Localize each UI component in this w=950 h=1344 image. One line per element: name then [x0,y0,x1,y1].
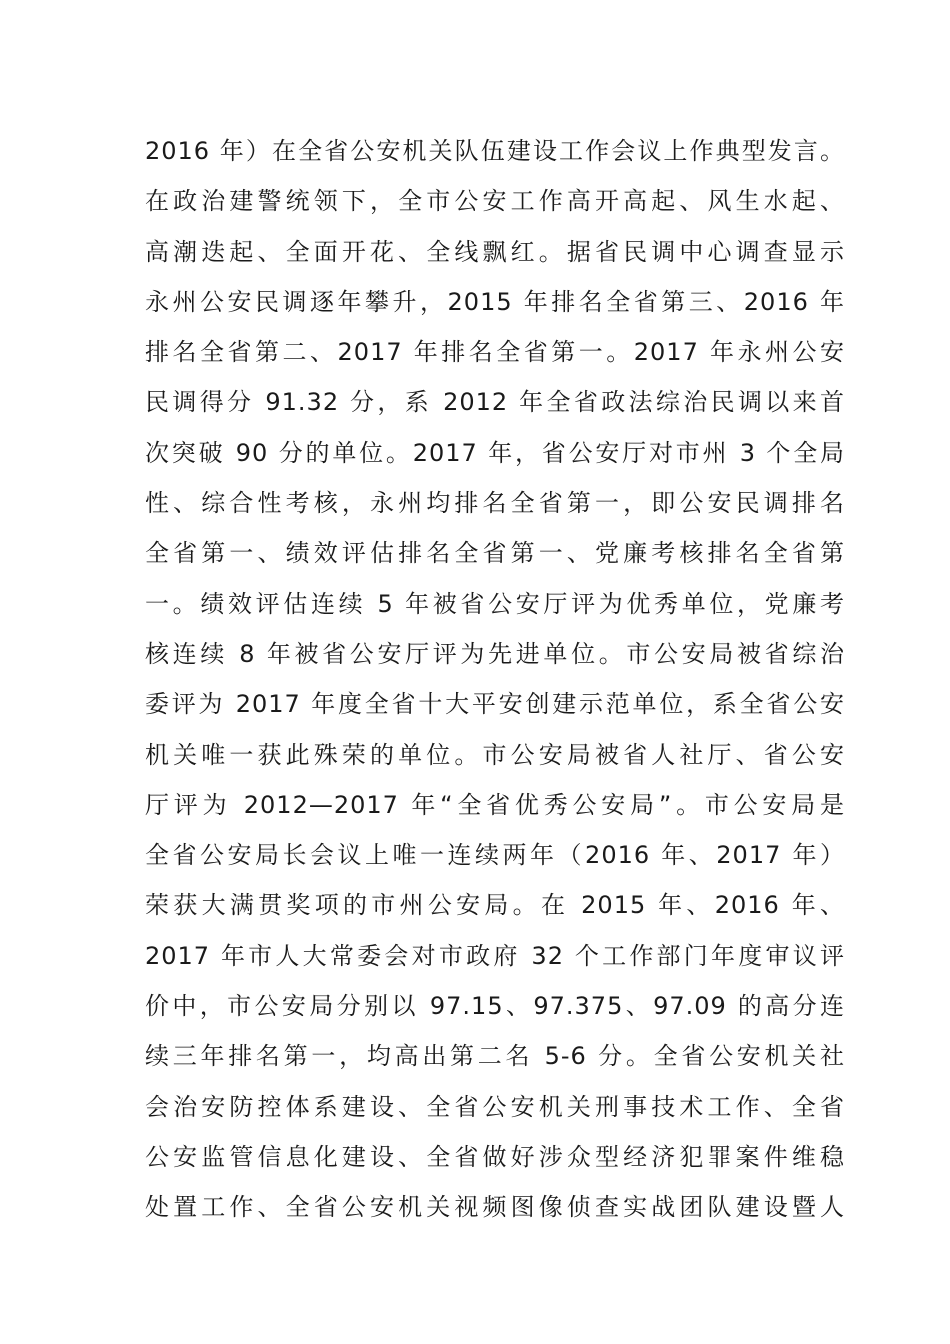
text-line: 会治安防控体系建设、全省公安机关刑事技术工作、全省 [145,1092,845,1121]
text-line: 核连续 8 年被省公安厅评为先进单位。市公安局被省综治 [145,639,845,668]
text-line: 民调得分 91.32 分，系 2012 年全省政法综治民调以来首 [145,388,845,417]
text-line: 2016 年）在全省公安机关队伍建设工作会议上作典型发言。 [145,137,845,165]
text-line: 一。绩效评估连续 5 年被省公安厅评为优秀单位，党廉考 [145,589,845,618]
text-line: 处置工作、全省公安机关视频图像侦查实战团队建设暨人 [145,1193,845,1222]
text-line: 永州公安民调逐年攀升，2015 年排名全省第三、2016 年 [145,287,845,316]
text-line: 荣获大满贯奖项的市州公安局。在 2015 年、2016 年、 [145,891,845,920]
text-line: 委评为 2017 年度全省十大平安创建示范单位，系全省公安 [145,690,845,719]
text-line: 高潮迭起、全面开花、全线飘红。据省民调中心调查显示 [145,237,845,266]
text-line: 续三年排名第一，均高出第二名 5-6 分。全省公安机关社 [145,1042,845,1071]
text-line: 价中，市公安局分别以 97.15、97.375、97.09 的高分连 [145,992,845,1021]
text-line: 全省公安局长会议上唯一连续两年（2016 年、2017 年） [145,841,845,870]
text-line: 性、综合性考核，永州均排名全省第一，即公安民调排名 [145,489,845,518]
text-line: 全省第一、绩效评估排名全省第一、党廉考核排名全省第 [145,539,845,568]
text-line: 2017 年市人大常委会对市政府 32 个工作部门年度审议评 [145,941,845,970]
text-line: 公安监管信息化建设、全省做好涉众型经济犯罪案件维稳 [145,1142,845,1171]
text-line: 机关唯一获此殊荣的单位。市公安局被省人社厅、省公安 [145,740,845,769]
body-text [145,128,845,1235]
text-line: 在政治建警统领下，全市公安工作高开高起、风生水起、 [145,187,845,216]
text-line: 次突破 90 分的单位。2017 年，省公安厅对市州 3 个全局 [145,438,845,467]
text-line: 排名全省第二、2017 年排名全省第一。2017 年永州公安 [145,338,845,367]
text-line: 厅评为 2012—2017 年“全省优秀公安局”。市公安局是 [145,790,845,819]
